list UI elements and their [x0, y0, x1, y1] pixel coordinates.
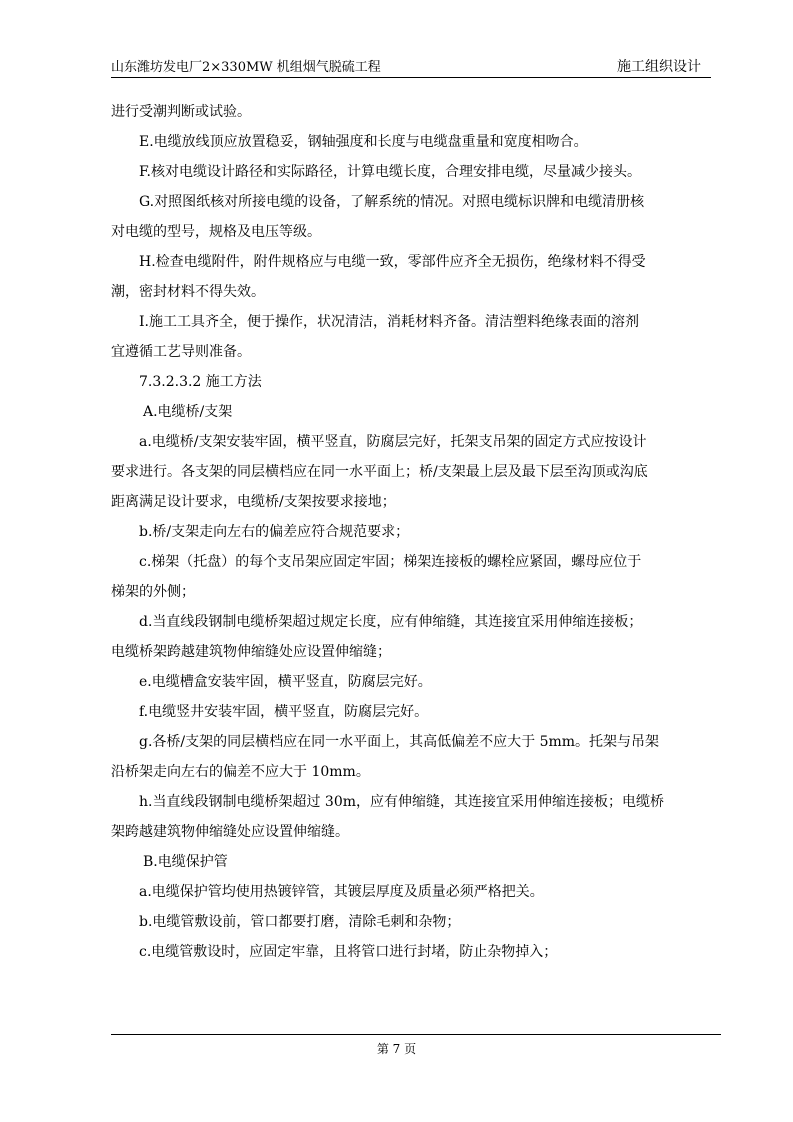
paragraph-line: 对电缆的型号，规格及电压等级。 — [111, 224, 321, 240]
paragraph-line: 要求进行。各支架的同层横档应在同一水平面上；桥/支架最上层及最下层至沟顶或沟底 — [111, 464, 648, 480]
paragraph-line: e.电缆槽盒安装牢固，横平竖直，防腐层完好。 — [139, 674, 432, 690]
section-heading: 7.3.2.3.2 施工方法 — [139, 374, 262, 390]
paragraph-line: c.电缆管敷设时，应固定牢靠，且将管口进行封堵，防止杂物掉入； — [139, 944, 558, 960]
page-header — [111, 58, 711, 78]
paragraph-line: b.电缆管敷设前，管口都要打磨，清除毛刺和杂物； — [139, 914, 461, 930]
subsection-heading: B.电缆保护管 — [143, 854, 228, 870]
paragraph-line: b.桥/支架走向左右的偏差应符合规范要求； — [139, 524, 410, 540]
subsection-heading: A.电缆桥/支架 — [143, 404, 233, 420]
paragraph-line: G.对照图纸核对所接电缆的设备，了解系统的情况。对照电缆标识牌和电缆清册核 — [139, 194, 645, 210]
paragraph-line: H.检查电缆附件，附件规格应与电缆一致，零部件应齐全无损伤，绝缘材料不得受 — [139, 254, 646, 270]
paragraph-line: 沿桥架走向左右的偏差不应大于 10mm。 — [111, 764, 370, 780]
paragraph-line: 梯架的外侧； — [111, 584, 195, 600]
page-number: 第 7 页 — [376, 1042, 417, 1056]
footer-divider — [111, 1034, 721, 1035]
paragraph-line: 进行受潮判断或试验。 — [111, 104, 251, 120]
paragraph-line: 潮，密封材料不得失效。 — [111, 284, 265, 300]
header-document-type: 施工组织设计 — [617, 59, 701, 75]
document-body — [111, 97, 721, 967]
header-project-title: 山东潍坊发电厂2×330MW 机组烟气脱硫工程 — [111, 60, 381, 75]
paragraph-line: I.施工工具齐全，便于操作，状况清洁，消耗材料齐备。清洁塑料绝缘表面的溶剂 — [139, 314, 639, 330]
paragraph-line: d.当直线段钢制电缆桥架超过规定长度，应有伸缩缝，其连接宜采用伸缩连接板； — [139, 614, 643, 630]
paragraph-line: a.电缆保护管均使用热镀锌管，其镀层厚度及质量必须严格把关。 — [139, 884, 544, 900]
paragraph-line: c.梯架（托盘）的每个支吊架应固定牢固；梯架连接板的螺栓应紧固，螺母应位于 — [139, 554, 642, 570]
paragraph-line: 电缆桥架跨越建筑物伸缩缝处应设置伸缩缝； — [111, 644, 391, 660]
paragraph-line: 距离满足设计要求，电缆桥/支架按要求接地； — [111, 494, 396, 510]
paragraph-line: g.各桥/支架的同层横档应在同一水平面上，其高低偏差不应大于 5mm。托架与吊架 — [139, 734, 660, 750]
paragraph-line: f.电缆竖井安装牢固，横平竖直，防腐层完好。 — [139, 704, 429, 720]
paragraph-line: F.核对电缆设计路径和实际路径，计算电缆长度，合理安排电缆，尽量减少接头。 — [139, 164, 641, 180]
paragraph-line: a.电缆桥/支架安装牢固，横平竖直，防腐层完好，托架支吊架的固定方式应按设计 — [139, 434, 647, 450]
paragraph-line: h.当直线段钢制电缆桥架超过 30m，应有伸缩缝，其连接宜采用伸缩连接板；电缆桥 — [139, 794, 665, 810]
paragraph-line: 宜遵循工艺导则准备。 — [111, 344, 251, 360]
paragraph-line: 架跨越建筑物伸缩缝处应设置伸缩缝。 — [111, 824, 349, 840]
paragraph-line: E.电缆放线顶应放置稳妥，钢轴强度和长度与电缆盘重量和宽度相吻合。 — [139, 134, 588, 150]
